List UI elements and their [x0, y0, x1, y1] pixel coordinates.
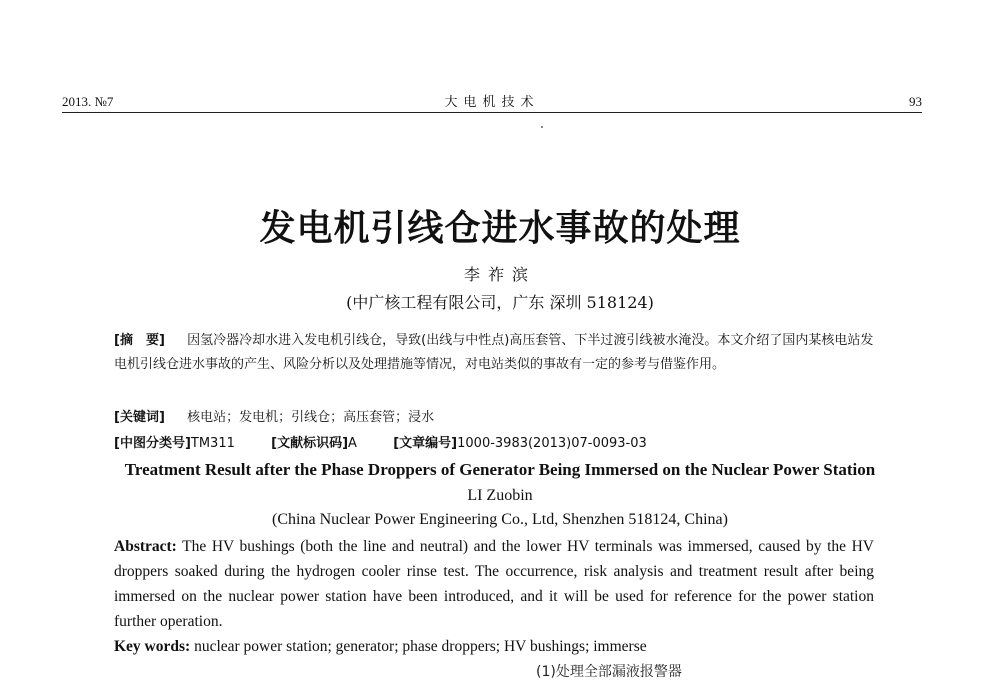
journal-name: 大电机技术	[444, 95, 540, 110]
article-number-label: [文章编号]	[393, 436, 458, 451]
cutoff-next-line: (1)处理全部漏液报警器	[536, 664, 682, 680]
affiliation-cn: (中广核工程有限公司，广东 深圳 518124)	[346, 293, 654, 312]
paper-title-cn: 发电机引线仓进水事故的处理	[259, 208, 741, 249]
keywords-cn-label: [关键词]	[114, 410, 165, 425]
page-number: 93	[909, 94, 922, 109]
doc-code-label: [文献标识码]	[271, 436, 349, 451]
abstract-cn	[114, 329, 884, 377]
keywords-cn-text: 核电站；发电机；引线仓；高压套管；浸水	[187, 410, 435, 425]
abstract-en-label: Abstract:	[114, 538, 177, 555]
keywords-en-text: nuclear power station; generator; phase droppers; HV bushings; immerse	[194, 638, 647, 655]
running-header	[62, 94, 922, 113]
abstract-en-text: The HV bushings (both the line and neutral) and the lower HV terminals was immersed, caused by the HV droppers soaked during the hydrogen cooler rinse test. The occurrence, risk analysis and treatment result after being immersed on the nuclear power station have been introduced, and it will be used for reference for the power station further operation.	[114, 538, 874, 630]
doc-code-value: A	[348, 436, 357, 451]
abstract-cn-label: [摘 要]	[114, 333, 165, 348]
affiliation-en: (China Nuclear Power Engineering Co., Ltd, Shenzhen 518124, China)	[272, 511, 728, 528]
abstract-en	[114, 534, 874, 634]
keywords-en	[114, 634, 874, 659]
scan-speck	[541, 126, 543, 128]
author-en: LI Zuobin	[467, 487, 533, 504]
classification-line	[114, 432, 884, 456]
keywords-cn	[114, 406, 884, 430]
author-cn: 李祚滨	[463, 265, 536, 284]
issue-number: 2013. №7	[62, 94, 114, 109]
clc-label: [中图分类号]	[114, 436, 191, 451]
paper-title-en: Treatment Result after the Phase Droppers of Generator Being Immersed on the Nuclear Power Station	[124, 460, 876, 479]
keywords-en-label: Key words:	[114, 638, 191, 655]
article-number-value: 1000-3983(2013)07-0093-03	[457, 436, 647, 451]
abstract-cn-text: 因氢冷器冷却水进入发电机引线仓，导致(出线与中性点)高压套管、下半过渡引线被水淹没。本文介绍了国内某核电站发电机引线仓进水事故的产生、风险分析以及处理措施等情况，对电站类似的事故有一定的参考与借鉴作用。	[114, 333, 874, 372]
clc-value: TM311	[190, 436, 235, 451]
